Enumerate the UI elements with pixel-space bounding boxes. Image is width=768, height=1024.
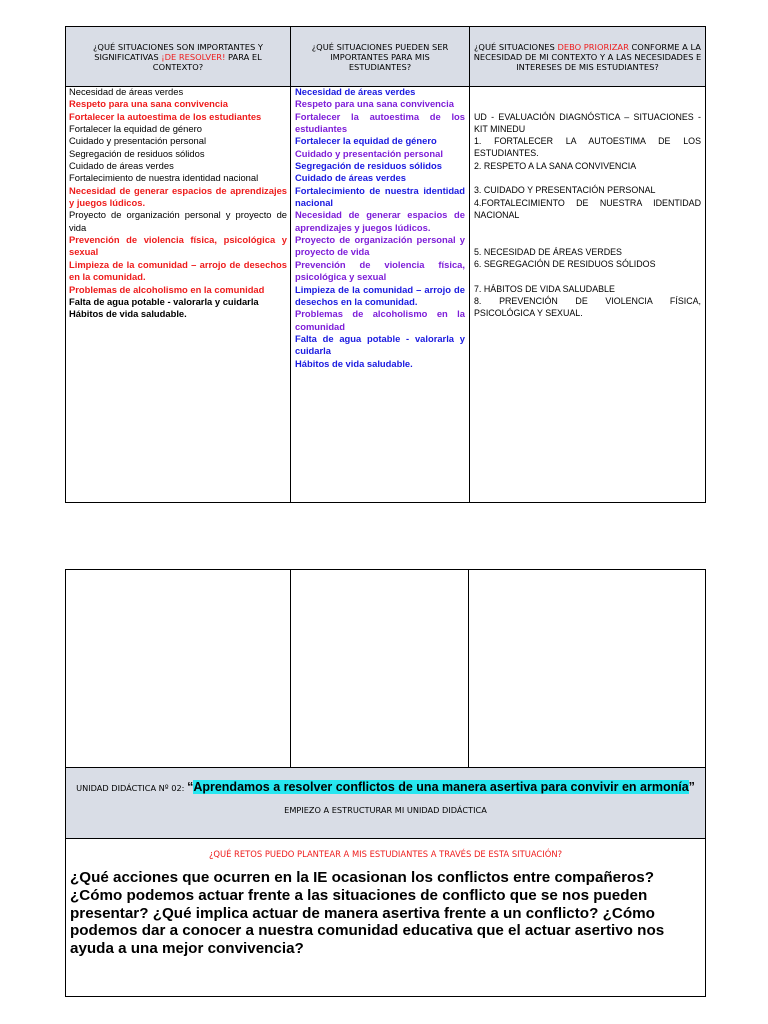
header-col2-text: ¿QUÉ SITUACIONES PUEDEN SER IMPORTANTES PARA MIS ESTUDIANTES? (311, 41, 449, 72)
header-col3 (470, 27, 705, 86)
col3-priority-list (474, 86, 701, 320)
header-col1 (66, 27, 290, 86)
col3-list-item: 4.FORTALECIMIENTO DE NUESTRA IDENTIDAD NACIONAL (474, 197, 701, 220)
header-col1-text: ¿QUÉ SITUACIONES SON IMPORTANTES Y SIGNIFICATIVAS ¡DE RESOLVER! PARA EL CONTEXTO? (93, 41, 263, 72)
header-col1-highlight: ¡DE RESOLVER! (161, 51, 226, 62)
empty-cell-1 (66, 570, 290, 767)
col2-list-item: Falta de agua potable - valorarla y cuidarla (295, 332, 465, 357)
col3-list-item: 7. HÁBITOS DE VIDA SALUDABLE (474, 283, 615, 294)
col2-list-item: Hábitos de vida saludable. (295, 357, 413, 369)
col2-list-item: Necesidad de áreas verdes (295, 86, 416, 97)
col1-list-item: Cuidado de áreas verdes (69, 160, 174, 172)
col2-list-item: Respeto para una sana convivencia (295, 98, 454, 110)
unidad-label: UNIDAD DIDÁCTICA Nº 02: (76, 783, 188, 793)
col3-list-item: 2. RESPETO A LA SANA CONVIVENCIA (474, 160, 637, 171)
col3-list-item: 1. FORTALECER LA AUTOESTIMA DE LOS ESTUDIANTES. (474, 136, 701, 159)
col3-list-item: 3. CUIDADO Y PRESENTACIÓN PERSONAL (474, 185, 656, 196)
col3-list-item: UD - EVALUACIÓN DIAGNÓSTICA – SITUACIONES - KIT MINEDU (474, 111, 701, 134)
col1-list-item: Falta de agua potable - valorarla y cuidarla (69, 295, 259, 307)
col3-list-item: 6. SEGREGACIÓN DE RESIDUOS SÓLIDOS (474, 259, 656, 270)
col2-list-item: Cuidado y presentación personal (295, 147, 443, 159)
retos-text: ¿Qué acciones que ocurren en la IE ocasionan los conflictos entre compañeros? ¿Cómo podemos actuar frente a las situaciones de conflicto que se nos pueden presentar? ¿Qué implica actuar de manera asertiva frente a un conflicto? ¿Cómo podemos dar a conocer a nuestra comunidad educativa que el actuar asertivo nos ayuda a una mejor convivencia? (70, 869, 665, 958)
col1-list-item: Prevención de violencia física, psicológica y sexual (69, 234, 287, 258)
retos-section (66, 839, 705, 996)
col3-list-item (474, 221, 701, 233)
col3-list-item: 5. NECESIDAD DE ÁREAS VERDES (474, 246, 622, 257)
col2-list-item: Prevención de violencia física, psicológica y sexual (295, 258, 465, 283)
col2-list-item: Necesidad de generar espacios de aprendizajes y juegos lúdicos. (295, 209, 465, 233)
col2-list-item: Proyecto de organización personal y proyecto de vida (295, 234, 465, 258)
col1-list-item: Limpieza de la comunidad – arrojo de desechos en la comunidad. (69, 258, 287, 283)
col1-list-item: Fortalecer la equidad de género (69, 123, 202, 135)
col3-list-item: 8. PREVENCIÓN DE VIOLENCIA FÍSICA, PSICOLÓGICA Y SEXUAL. (474, 296, 701, 319)
header-col3-text: ¿QUÉ SITUACIONES DEBO PRIORIZAR CONFORME A LA NECESIDAD DE MI CONTEXTO Y A LAS NECESIDADES E INTERESES DE MIS ESTUDIANTES? (473, 41, 702, 72)
empty-cell-3 (469, 570, 705, 767)
col1-list-item: Respeto para una sana convivencia (69, 98, 228, 110)
col2-list-item: Segregación de residuos sólidos (295, 160, 442, 172)
col1-list-item: Necesidad de áreas verdes (69, 86, 184, 97)
col1-list-item: Necesidad de generar espacios de aprendizajes y juegos lúdicos. (69, 184, 287, 209)
situations-table (65, 26, 706, 503)
col3-list-item (474, 86, 701, 98)
col1-list-item: Hábitos de vida saludable. (69, 308, 187, 320)
col2-list-item: Fortalecimiento de nuestra identidad nacional (295, 184, 465, 209)
col3-list-item (474, 234, 701, 246)
col1-list-item: Segregación de residuos sólidos (69, 147, 205, 159)
col3-list-item (474, 98, 701, 110)
col1-situations-list (69, 86, 287, 321)
col2-situations-list (295, 86, 465, 370)
col1-list-item: Fortalecimiento de nuestra identidad nacional (69, 172, 259, 184)
col2-list-item: Limpieza de la comunidad – arrojo de desechos en la comunidad. (295, 283, 465, 307)
empty-cell-2 (291, 570, 468, 767)
col1-list-item: Cuidado y presentación personal (69, 135, 207, 147)
header-col2 (291, 27, 469, 86)
unidad-subtitle: EMPIEZO A ESTRUCTURAR MI UNIDAD DIDÁCTICA (284, 805, 487, 815)
col2-list-item: Cuidado de áreas verdes (295, 172, 406, 184)
unidad-table (65, 569, 706, 997)
retos-question: ¿QUÉ RETOS PUEDO PLANTEAR A MIS ESTUDIANTES A TRAVÉS DE ESTA SITUACIÓN? (208, 849, 563, 859)
col3-list-item (474, 270, 701, 282)
col1-list-item: Fortalecer la autoestima de los estudiantes (69, 110, 262, 122)
col1-list-item: Problemas de alcoholismo en la comunidad (69, 283, 265, 295)
col2-list-item: Fortalecer la autoestima de los estudiantes (295, 110, 465, 135)
unidad-title: Aprendamos a resolver conflictos de una manera asertiva para convivir en armonía (193, 780, 689, 794)
header-col3-highlight: DEBO PRIORIZAR (557, 41, 629, 52)
unidad-didactica-row (66, 768, 705, 838)
col2-list-item: Fortalecer la equidad de género (295, 135, 437, 147)
col2-list-item: Problemas de alcoholismo en la comunidad (295, 308, 465, 332)
col3-list-item (474, 172, 701, 184)
unidad-title-line: UNIDAD DIDÁCTICA Nº 02: “Aprendamos a resolver conflictos de una manera asertiva para convivir en armonía” (76, 780, 695, 794)
col1-list-item: Proyecto de organización personal y proyecto de vida (69, 209, 287, 233)
